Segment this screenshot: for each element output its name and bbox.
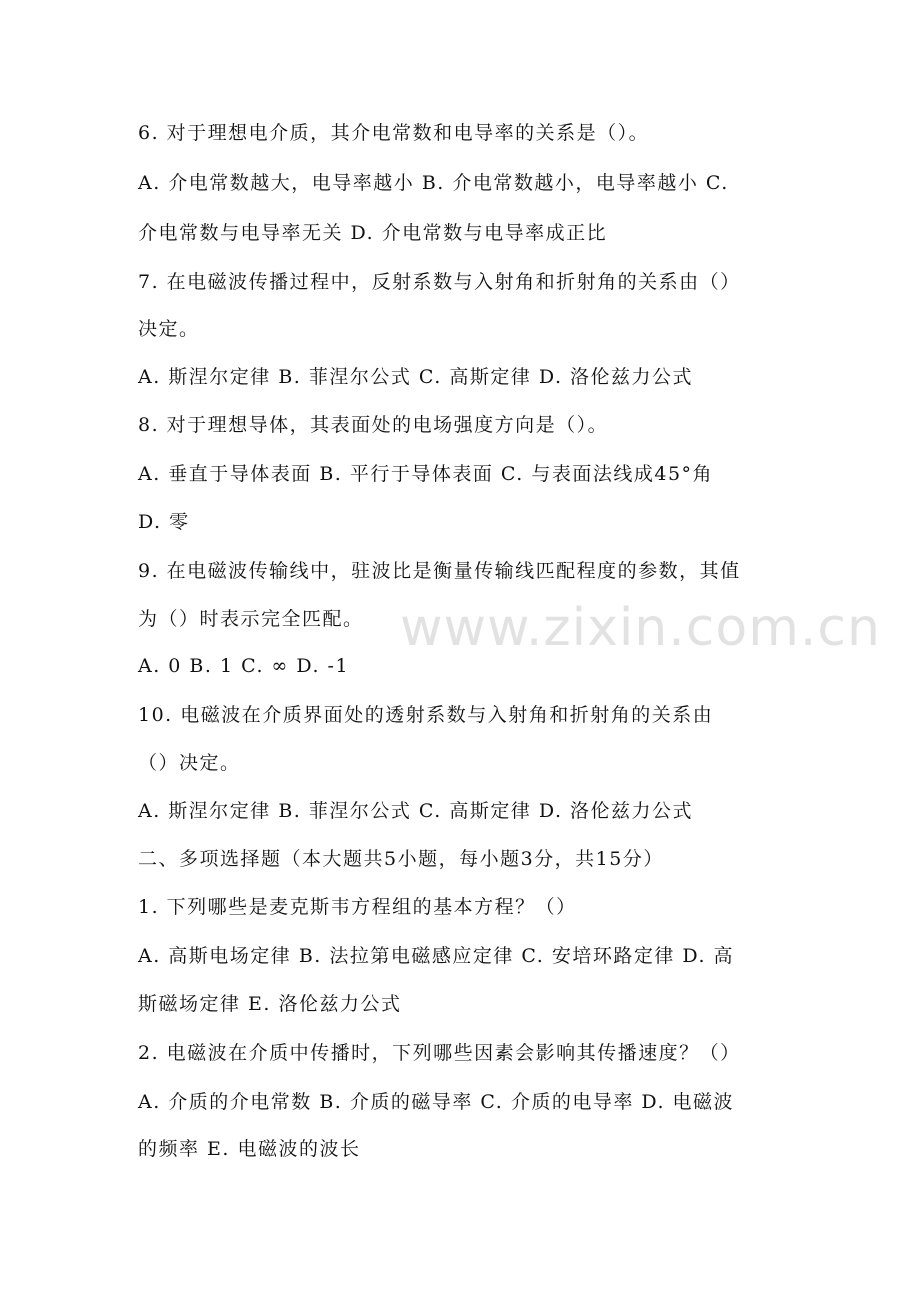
mc-question-1-options-line-1: A. 高斯电场定律 B. 法拉第电磁感应定律 C. 安培环路定律 D. 高 bbox=[138, 945, 735, 967]
question-7-options: A. 斯涅尔定律 B. 菲涅尔公式 C. 高斯定律 D. 洛伦兹力公式 bbox=[138, 366, 694, 388]
mc-question-1-options-line-2: 斯磁场定律 E. 洛伦兹力公式 bbox=[138, 993, 402, 1015]
watermark: www.zixin.com.cn bbox=[400, 598, 881, 658]
question-10-options: A. 斯涅尔定律 B. 菲涅尔公式 C. 高斯定律 D. 洛伦兹力公式 bbox=[138, 800, 694, 822]
mc-question-1-text: 1. 下列哪些是麦克斯韦方程组的基本方程？（） bbox=[138, 896, 577, 918]
question-8-text: 8. 对于理想导体，其表面处的电场强度方向是（）。 bbox=[138, 414, 609, 436]
mc-question-2-options-line-1: A. 介质的介电常数 B. 介质的磁导率 C. 介质的电导率 D. 电磁波 bbox=[138, 1091, 735, 1113]
question-7-text-line-2: 决定。 bbox=[138, 318, 200, 340]
question-6-options-line-2: 介电常数与电导率无关 D. 介电常数与电导率成正比 bbox=[138, 222, 608, 244]
question-9-text-line-1: 9. 在电磁波传输线中，驻波比是衡量传输线匹配程度的参数，其值 bbox=[138, 560, 741, 582]
question-7-text-line-1: 7. 在电磁波传播过程中，反射系数与入射角和折射角的关系由（） bbox=[138, 271, 741, 293]
question-9-options: A. 0 B. 1 C. ∞ D. -1 bbox=[138, 655, 350, 677]
section-heading-multiple-choice: 二、多项选择题（本大题共5小题，每小题3分，共15分） bbox=[138, 848, 664, 870]
question-10-text-line-2: （）决定。 bbox=[138, 752, 241, 774]
question-9-text-line-2: 为（）时表示完全匹配。 bbox=[138, 608, 364, 630]
question-6-options-line-1: A. 介电常数越大，电导率越小 B. 介电常数越小，电导率越小 C. bbox=[138, 172, 729, 194]
question-10-text-line-1: 10. 电磁波在介质界面处的透射系数与入射角和折射角的关系由 bbox=[138, 704, 714, 726]
question-8-options-line-1: A. 垂直于导体表面 B. 平行于导体表面 C. 与表面法线成45°角 bbox=[138, 463, 714, 485]
question-6-text: 6. 对于理想电介质，其介电常数和电导率的关系是（）。 bbox=[138, 122, 650, 144]
question-8-options-line-2: D. 零 bbox=[138, 511, 190, 533]
mc-question-2-text: 2. 电磁波在介质中传播时，下列哪些因素会影响其传播速度？（） bbox=[138, 1042, 741, 1064]
mc-question-2-options-line-2: 的频率 E. 电磁波的波长 bbox=[138, 1138, 361, 1160]
